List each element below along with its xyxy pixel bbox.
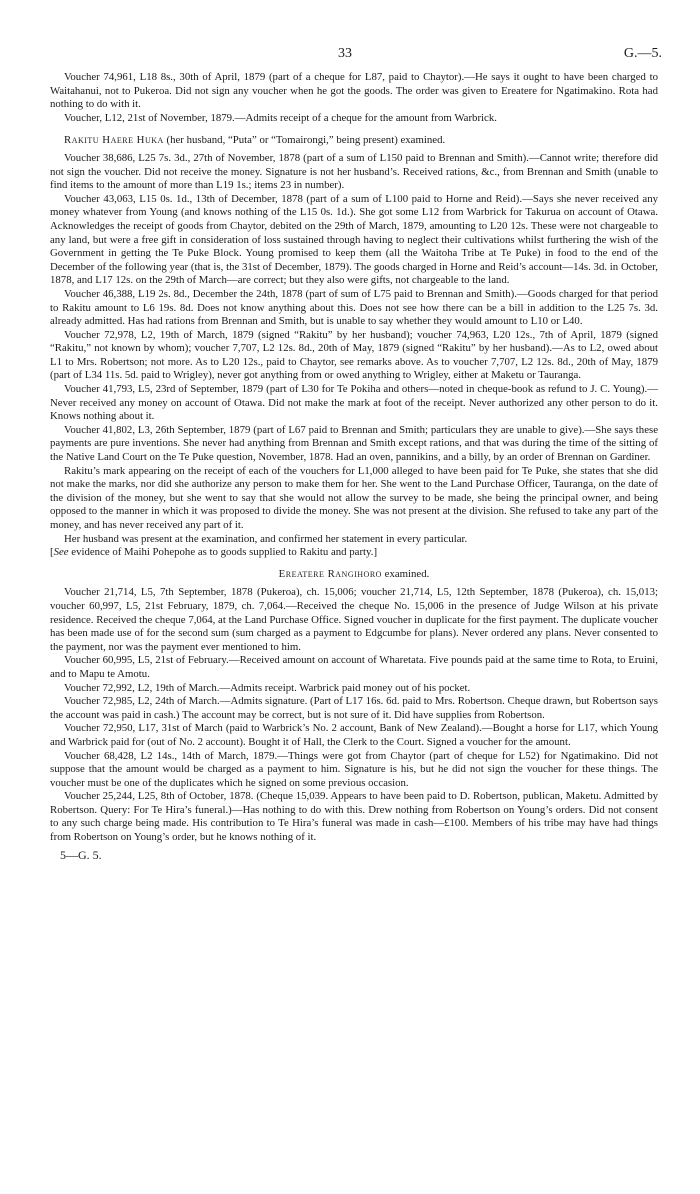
- section-heading-ereatere: [50, 568, 658, 582]
- paragraph: Voucher 21,714, L5, 7th September, 1878 (Pukeroa), ch. 15,006; voucher 21,714, L5, 12th September, 1878 (Pukeroa), ch. 15,013; voucher 60,997, L5, 21st February, 1879, ch. 7,064.—Received the cheque No. 15,006 in the presence of Judge Wilson at his private residence. Received the cheque 7,064, at the Land Purchase Office. Signed voucher in duplicate for the first payment. The duplicate voucher has been made use of for the second sum (sum charged as a payment to Edgcumbe for plans). Never ordered any plans. Never consented to the payment, nor was the payment ever mentioned to him.: [50, 586, 658, 653]
- paragraph: Voucher 25,244, L25, 8th of October, 1878. (Cheque 15,039. Appears to have been paid to D. Robertson, publican, Maketu. Admitted by Robertson. Query: For Te Hira’s funeral.)—Has nothing to do with this. Drew nothing from Robertson on Young’s orders. Did not consent to any such charge being made. His contribution to Te Hira’s funeral was made in cash—£100. Members of his tribe may have had things from Robertson on Young’s order, but he knows nothing of it.: [50, 790, 658, 844]
- see-note: [See evidence of Maihi Pohepohe as to goods supplied to Rakitu and party.]: [50, 546, 378, 559]
- heading-rest: (her husband, “Puta” or “Tomairongi,” being present) examined.: [163, 134, 446, 147]
- see-note-rest: evidence of Maihi Pohepohe as to goods supplied to Rakitu and party.]: [68, 546, 378, 559]
- body-text: [50, 71, 658, 862]
- witness-name: Rakitu Haere Huka: [64, 134, 164, 147]
- paragraph: Voucher 43,063, L15 0s. 1d., 13th of December, 1878 (part of a sum of L100 paid to Horne and Reid).—Says she never received any money whatever from Young (and knows nothing of the L15 0s. 1d.). She got some L12 from Warbrick for Takurua on account of Otawa. Acknowledges the receipt of goods from Chaytor, debited on the 29th of March, 1879, amounting to L20 12s. These were not chargeable to any land, but were a free gift in consideration of loss sustained through having to neglect their cultivations whilst furthering the wish of the Government in getting the Te Puke Block. Young promised to keep them (all the Waitoha Tribe at Te Puke) in food to the end of the December of the following year (that is, the 31st of December, 1879). The goods charged in Horne and Reid’s account—14s. 3d. in October, 1878, and L17 12s. on the 29th of March—are correct; but they also were gifts, not chargeable to the land.: [50, 192, 658, 287]
- paragraph: Voucher 72,992, L2, 19th of March.—Admits receipt. Warbrick paid money out of his pocket.: [64, 681, 471, 694]
- paragraph: Voucher 41,802, L3, 26th September, 1879 (part of L67 paid to Brennan and Smith; particulars they are unable to give).—She says these payments are pure inventions. She never had anything from Brennan and Smith except rations, and that was during the time of the sitting of the Native Land Court on the Te Puke question, November, 1878. Had an oven, pannikins, and a billy, by an order of Brennan on Gardiner.: [50, 423, 658, 464]
- paragraph: Voucher 74,961, L18 8s., 30th of April, 1879 (part of a cheque for L87, paid to Chaytor).—He says it ought to have been charged to Waitahanui, not to Pukeroa. Did not sign any voucher when he got the goods. The order was given to Ereatere for Ngatimakino. Rota had nothing to do with it.: [50, 71, 658, 111]
- paragraph: Voucher 68,428, L2 14s., 14th of March, 1879.—Things were got from Chaytor (part of cheque for L52) for Ngatimakino. Did not suppose that the amount would be charged as a payment to him. Signature is his, but he did not sign the voucher for these things. The voucher must be one of the duplicates which he signed on some previous occasion.: [50, 749, 658, 789]
- see-word: See: [53, 546, 69, 559]
- paragraph: Voucher 72,950, L17, 31st of March (paid to Warbrick’s No. 2 account, Bank of New Zealand).—Bought a horse for L17, which Young and Warbrick paid for (out of No. 2 account). Bought it of Hall, the Clerk to the Court. Signed a voucher for the amount.: [50, 722, 658, 748]
- heading-rest: examined.: [381, 567, 430, 580]
- page-number: 33: [338, 46, 352, 61]
- paragraph: Rakitu’s mark appearing on the receipt of each of the vouchers for L1,000 alleged to have been paid for Te Puke, she states that she did not make the marks, nor did she authorize any person to make them for her. She went to the Land Purchase Officer, Tauranga, on the date of the division of the money, but she went to say that she would not allow the survey to be made, she being the principal owner, and being opposed to the manner in which it was proposed to divide the money. She was not present at the division. She refused to take any part of the money, and has never received any part of it.: [50, 464, 658, 531]
- witness-name: Ereatere Rangihoro: [278, 567, 382, 580]
- paragraph: Voucher 72,978, L2, 19th of March, 1879 (signed “Rakitu” by her husband); voucher 74,963, L20 12s., 7th of April, 1879 (signed “Rakitu,” not known by whom); voucher 7,707, L2 12s. 8d., 20th of May, 1879 (signed “Rakitu” by her husband).—As to L2, owed about L1 to Mrs. Robertson; not more. As to L20 12s., paid to Chaytor, see remarks above. As to voucher 7,707, L2 12s. 8d., 20th of May, 1879 (part of L34 11s. 5d. paid to Wrigley), never got anything from or owed anything to Wrigley, either at Maketu or Tauranga.: [50, 328, 658, 382]
- paragraph: Voucher 38,686, L25 7s. 3d., 27th of November, 1878 (part of a sum of L150 paid to Brennan and Smith).—Cannot write; therefore did not sign the voucher. Did not receive the money. Signature is not her husband’s. Received rations, &c., from Brennan and Smith (unable to find items to the amount of more than L19 1s.; items 23 in number).: [50, 151, 658, 192]
- paragraph: Voucher 72,985, L2, 24th of March.—Admits signature. (Part of L17 16s. 6d. paid to Mrs. Robertson. Cheque drawn, but Robertson says the account was paid in cash.) The account may be correct, but is not sure of it. Did have supplies from Robertson.: [50, 695, 658, 721]
- signature-mark: 5—G. 5.: [60, 847, 102, 862]
- paragraph: Voucher 60,995, L5, 21st of February.—Received amount on account of Wharetata. Five pounds paid at the same time to Rota, to Eruini, and to Mapu te Amotu.: [50, 654, 658, 680]
- paragraph: Voucher 41,793, L5, 23rd of September, 1879 (part of L30 for Te Pokiha and others—noted in cheque-book as refund to J. C. Young).—Never received any money on account of Otawa. Did not make the mark at foot of the receipt. Never authorized any other person to do it. Knows nothing about it.: [50, 383, 658, 423]
- section-heading-rakitu: [50, 134, 658, 148]
- series-number: G.—5.: [623, 46, 662, 61]
- paragraph: Her husband was present at the examination, and confirmed her statement in every particular.: [64, 532, 468, 545]
- paragraph: Voucher 46,388, L19 2s. 8d., December the 24th, 1878 (part of sum of L75 paid to Brennan and Smith).—Goods charged for that period to Rakitu amount to L6 19s. 8d. Does not know anything about this. Does not see how there can be a bill in addition to the L25 7s. 3d. already admitted. Has had rations from Brennan and Smith, but is unable to say whether they would amount to L10 or L40.: [50, 287, 658, 328]
- paragraph: Voucher, L12, 21st of November, 1879.—Admits receipt of a cheque for the amount from Warbrick.: [64, 111, 497, 124]
